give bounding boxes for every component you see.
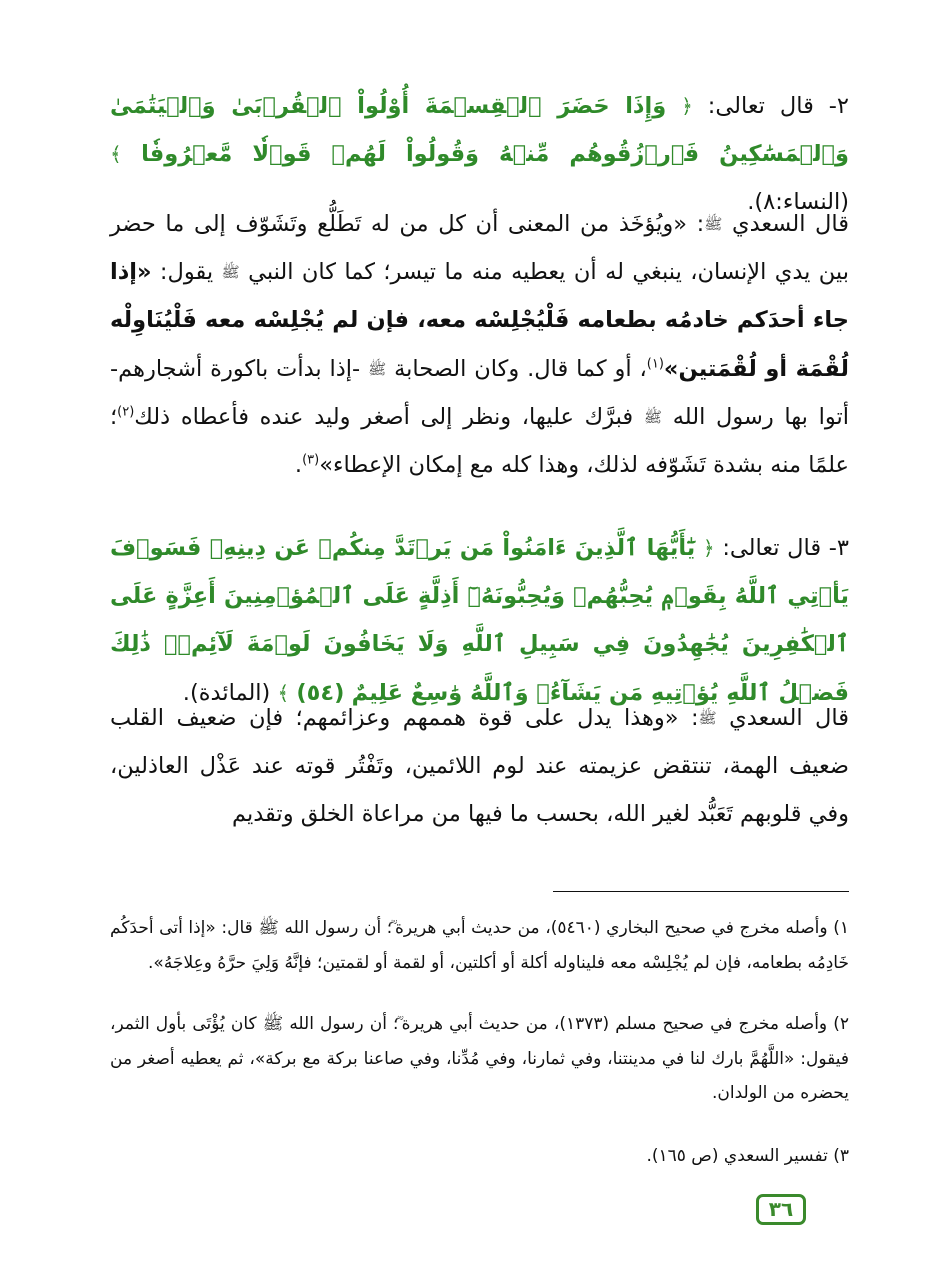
commentary-text: .	[294, 452, 303, 479]
ayah-number-marker: (٥٤)	[296, 679, 345, 706]
footnote-text: تفسير السعدي (ص ١٦٥).	[646, 1146, 828, 1166]
prophet-salutation-icon: ﷺ	[643, 407, 662, 426]
honorific-icon: ﷺ	[698, 709, 717, 727]
item-3-intro: قال تعالى:	[722, 535, 822, 561]
item-2-number: ٢-	[828, 93, 849, 119]
footnote-number: ٢)	[833, 1014, 850, 1034]
footnote-text: وأصله مخرج في صحيح البخاري (٥٤٦٠)، من حديث أبي هريرة ؓ؛ أن رسول الله ﷺ قال: «إذا أتى أحدَكُم خَادِمُه بطعامه، فإن لم يُجْلِسْه معه فليناوله أكلة أو أكلتين، أو لقمة أو لقمتين؛ فإنَّهُ وَلِيَ حرَّهُ وعِلاجَهُ».	[110, 918, 849, 973]
ornate-open-bracket-icon: ﴿	[702, 536, 715, 560]
commentary-text: -إذا بدأت باكورة أشجارهم- أتوا بها رسول الله	[110, 355, 849, 430]
commentary-text: يقول:	[151, 259, 214, 286]
item-3-number: ٣-	[828, 535, 850, 561]
footnote-divider	[553, 891, 849, 892]
page	[110, 0, 849, 1264]
commentary-text: ؛ علمًا منه بشدة تَشَوّفه لذلك، وهذا كله مع إمكان الإعطاء»	[110, 403, 849, 479]
page-number: ٣٦	[756, 1194, 806, 1225]
prophet-salutation-icon: ﷺ	[221, 263, 240, 282]
hadith-quote: «إذا جاء أحدَكم خادمُه بطعامه فَلْيُجْلِسْه معه، فإن لم يُجْلِسْه معه فَلْيُنَاوِلْه لُقْمَة أو لُقْمَتين»	[110, 259, 849, 382]
commentary-speaker: قال السعدي	[729, 705, 849, 731]
item-3-verse-block	[110, 524, 849, 717]
ayah-number: ٥٤	[306, 679, 335, 706]
quran-verse-nisa-8: وَإِذَا حَضَرَ ٱلۡقِسۡمَةَ أُوْلُواْ ٱلۡقُرۡبَىٰ وَٱلۡيَتَٰمَىٰ وَٱلۡمَسَٰكِينُ فَٱرۡزُقُوهُم مِّنۡهُ وَقُولُواْ لَهُمۡ قَوۡلٗا مَّعۡرُوفٗا	[110, 93, 850, 168]
footnote-3	[110, 1139, 849, 1174]
footnote-number: ٣)	[833, 1146, 849, 1166]
ornate-close-bracket-icon: ﴾	[277, 680, 290, 705]
saadi-commentary-1	[110, 200, 849, 489]
ornate-close-bracket-icon: ﴾	[110, 142, 122, 167]
footnote-1	[110, 911, 849, 980]
saadi-commentary-2	[110, 694, 849, 839]
commentary-text: فبرَّك عليها، ونظر إلى أصغر وليد عنده فأعطاه ذلك	[134, 403, 634, 430]
companions-honorific-icon: ﷺ	[368, 359, 387, 378]
footnote-number: ١)	[833, 918, 849, 938]
item-2-intro: قال تعالى:	[707, 93, 814, 119]
commentary-text: : «ويُؤخَذ من المعنى أن كل من له تَطَلُّع وتَشَوّف إلى ما حضر بين يدي الإنسان، ينبغي له أن يعطيه منه ما تيسر؛ كما كان النبي	[110, 211, 849, 286]
footnote-ref-1[interactable]: (١)	[646, 356, 664, 372]
footnote-ref-3[interactable]: (٣)	[302, 452, 320, 468]
footnote-text: وأصله مخرج في صحيح مسلم (١٣٧٣)، من حديث أبي هريرة ؓ؛ أن رسول الله ﷺ كان يُؤْتَى بأول الثمر، فيقول: «اللَّهُمَّ بارك لنا في مدينتنا، وفي ثمارنا، وفي مُدِّنا، وفي صاعنا بركة مع بركة»، ثم يعطيه أصغر من يحضره من الولدان.	[110, 1014, 849, 1103]
commentary-text: : «وهذا يدل على قوة هممهم وعزائمهم؛ فإن ضعيف القلب ضعيف الهمة، تنتقض عزيمته عند لوم اللائمين، وتَفْتُر قوته عند عَذْل العاذلين، وفي قلوبهم تَعَبُّد لغير الله، بحسب ما فيها من مراعاة الخلق وتقديم	[110, 705, 849, 828]
footnote-2	[110, 1007, 849, 1111]
footnote-ref-2[interactable]: (٢)	[117, 404, 135, 420]
verse-reference: (النساء:٨).	[747, 189, 849, 216]
honorific-icon: ﷺ	[704, 215, 723, 233]
quran-verse-maidah-54: يَٰٓأَيُّهَا ٱلَّذِينَ ءَامَنُواْ مَن يَرۡتَدَّ مِنكُمۡ عَن دِينِهِۦ فَسَوۡفَ يَأۡتِي ٱللَّهُ بِقَوۡمٖ يُحِبُّهُمۡ وَيُحِبُّونَهُۥٓ أَذِلَّةٍ عَلَى ٱلۡمُؤۡمِنِينَ أَعِزَّةٍ عَلَى ٱلۡكَٰفِرِينَ يُجَٰهِدُونَ فِي سَبِيلِ ٱللَّهِ وَلَا يَخَافُونَ لَوۡمَةَ لَآئِمٖۚ ذَٰلِكَ فَضۡلُ ٱللَّهِ يُؤۡتِيهِ مَن يَشَآءُۚ وَٱللَّهُ وَٰسِعٌ عَلِيمٌ	[110, 535, 849, 706]
commentary-speaker: قال السعدي	[731, 211, 849, 237]
ornate-open-bracket-icon: ﴿	[681, 94, 693, 118]
commentary-text: ، أو كما قال. وكان الصحابة	[394, 355, 647, 382]
verse-reference: (المائدة).	[182, 679, 271, 706]
